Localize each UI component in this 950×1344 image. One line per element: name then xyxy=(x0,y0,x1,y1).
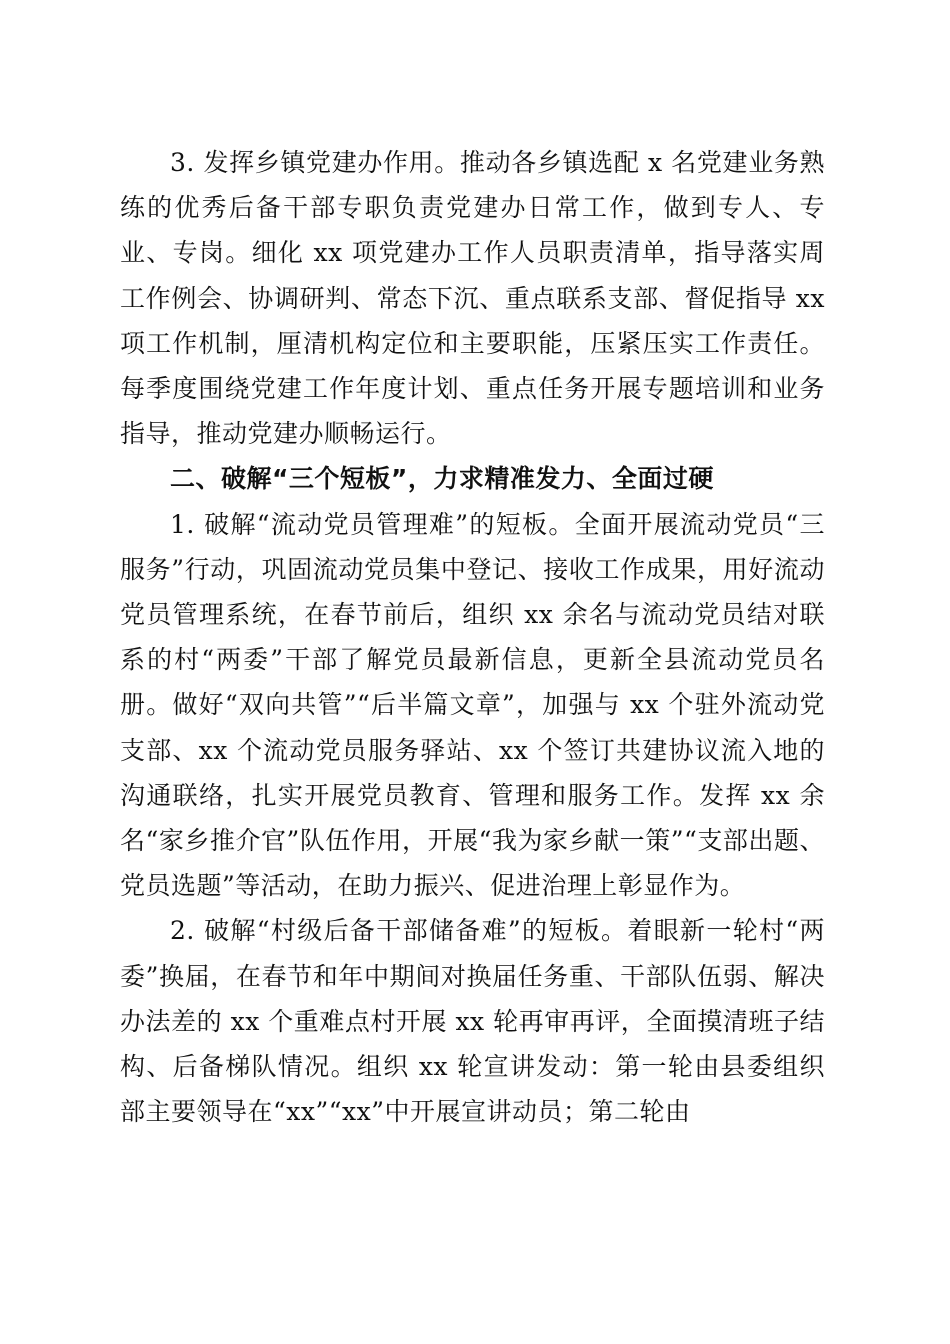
paragraph-township-party-office: 3. 发挥乡镇党建办作用。推动各乡镇选配 x 名党建业务熟练的优秀后备干部专职负责党建办日常工作，做到专人、专业、专岗。细化 xx 项党建办工作人员职责清单，指导落实周工作例会、协调研判、常态下沉、重点联系支部、督促指导 xx 项工作机制，厘清机构定位和主要职能，压紧压实工作责任。每季度围绕党建工作年度计划、重点任务开展专题培训和业务指导，推动党建办顺畅运行。 xyxy=(120,148,825,449)
document-body xyxy=(120,140,825,1134)
section-heading-three-shortcomings: 二、破解“三个短板”，力求精准发力、全面过硬 xyxy=(170,464,714,494)
paragraph-village-reserve-cadres: 2. 破解“村级后备干部储备难”的短板。着眼新一轮村“两委”换届，在春节和年中期间对换届任务重、干部队伍弱、解决办法差的 xx 个重难点村开展 xx 轮再审再评，全面摸清班子结构、后备梯队情况。组织 xx 轮宣讲发动：第一轮由县委组织部主要领导在“xx”“xx”中开展宣讲动员；第二轮由 xyxy=(120,916,825,1127)
paragraph-mobile-party-members: 1. 破解“流动党员管理难”的短板。全面开展流动党员“三服务”行动，巩固流动党员集中登记、接收工作成果，用好流动党员管理系统，在春节前后，组织 xx 余名与流动党员结对联系的村“两委”干部了解党员最新信息，更新全县流动党员名册。做好“双向共管”“后半篇文章”，加强与 xx 个驻外流动党支部、xx 个流动党员服务驿站、xx 个签订共建协议流入地的沟通联络，扎实开展党员教育、管理和服务工作。发挥 xx 余名“家乡推介官”队伍作用，开展“我为家乡献一策”“支部出题、党员选题”等活动，在助力振兴、促进治理上彰显作为。 xyxy=(120,509,825,901)
